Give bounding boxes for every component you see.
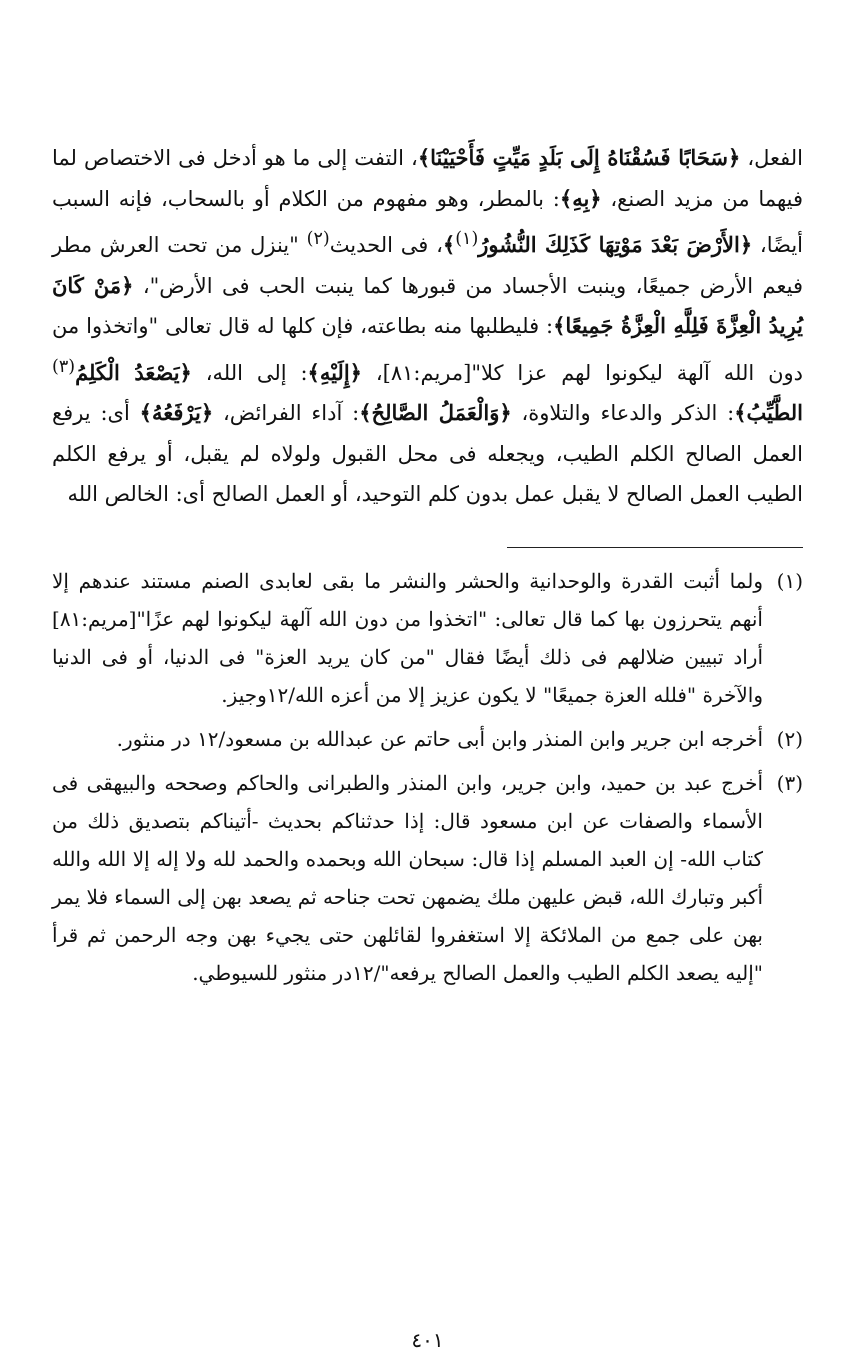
footnote-2 — [52, 720, 803, 758]
text-segment: "ينزل من تحت العرش مطر فيعم الأرض جميعًا، وينبت الأجساد من قبورها كما ينبت الحب فى الأرض"، — [52, 233, 803, 298]
quran-verse-close: ﴾ — [442, 232, 456, 257]
footnote-number: (٣) — [776, 770, 803, 795]
footnote-number: (٢) — [776, 726, 803, 751]
footnote-ref-2: (٢) — [306, 229, 330, 249]
quran-verse: ﴿مَنْ كَانَ يُرِيدُ الْعِزَّةَ فَلِلَّهِ الْعِزَّةُ جَمِيعًا﴾ — [52, 272, 803, 338]
main-paragraph — [52, 138, 803, 515]
footnote-text: أخرجه ابن جرير وابن المنذر وابن أبى حاتم عن عبدالله بن مسعود/١٢ در منثور. — [116, 726, 763, 751]
quran-verse: ﴿يَرْفَعُهُ﴾ — [139, 400, 214, 425]
text-segment: : آداء الفرائض، — [213, 401, 360, 425]
quran-verse: ﴿يَصْعَدُ الْكَلِمُ — [75, 359, 192, 385]
text-segment: ، فى الحديث — [329, 233, 443, 257]
page-number: ٤٠١ — [411, 1328, 444, 1352]
text-segment: : الذكر والدعاء والتلاوة، — [511, 401, 735, 425]
footnote-text: ولما أثبت القدرة والوحدانية والحشر والنشر ما بقى لعابدى الصنم مستند عندهم إلا أنهم يتحرزون بها كما قال تعالى: "اتخذوا من دون الله آلهة ليكونوا لهم عزًا"[مريم:٨١] أراد تبيين ضلالهم فى ذلك أيضًا فقال "من كان يريد العزة" فى الدنيا، أو فى الدنيا والآخرة "فلله العزة جميعًا" لا يكون عزيز إلا من أعزه الله/١٢وجيز. — [52, 568, 764, 707]
quran-verse: ﴿الأَرْضَ بَعْدَ مَوْتِهَا كَذَلِكَ النُّشُورُ — [478, 232, 753, 257]
quran-verse: ﴿سَحَابًا فَسُقْنَاهُ إِلَى بَلَدٍ مَيِّتٍ فَأَحْيَيْنَا﴾ — [417, 145, 741, 170]
book-page — [52, 138, 803, 1367]
text-segment: : إلى الله، — [191, 360, 308, 385]
quran-verse: ﴿وَالْعَمَلُ الصَّالِحُ﴾ — [359, 400, 512, 425]
footnote-1 — [52, 562, 803, 714]
footnote-ref-3: (٣) — [52, 356, 76, 377]
footnotes — [52, 562, 803, 992]
text-segment: : فليطلبها منه بطاعته، فإن كلها له قال تعالى "واتخذوا من دون الله آلهة ليكونوا لهم عزا كلا"[مريم:٨١]، — [52, 314, 803, 385]
quran-verse: ﴿إِلَيْهِ﴾ — [307, 359, 362, 385]
footnote-3 — [52, 764, 803, 992]
text-segment: الفعل، — [740, 146, 803, 170]
footnote-divider — [507, 547, 803, 548]
footnote-number: (١) — [776, 568, 803, 593]
main-text — [52, 138, 803, 515]
text-segment: أى: يرفع العمل الصالح الكلم الطيب، ويجعله فى محل القبول ولولاه لم يقبل، أو يرفع الكلم الطيب العمل الصالح لا يقبل عمل بدون كلم التوحيد، أو العمل الصالح أى: الخالص الله — [52, 401, 803, 506]
footnote-text: أخرج عبد بن حميد، وابن جرير، وابن المنذر والطبرانى والحاكم وصححه والبيهقى فى الأسماء والصفات عن ابن مسعود قال: إذا حدثناكم بحديث -أتيناكم بتصديق ذلك من كتاب الله- إن العبد المسلم إذا قال: سبحان الله وبحمده والحمد لله ولا إله إلا الله والله أكبر وتبارك الله، قبض عليهن ملك يضمهن تحت جناحه ثم يصعد بهن إلى السماء فلا يمر بهن على جمع من الملائكة إلا استغفروا لقائلهن حتى يجيء بهن وجه الرحمن ثم قرأ "إليه يصعد الكلم الطيب والعمل الصالح يرفعه"/١٢در منثور للسيوطي. — [52, 770, 764, 985]
quran-verse: ﴿بِهِ﴾ — [559, 185, 602, 211]
text-segment: ، التفت إلى ما هو أدخل فى الاختصاص لما فيهما من مزيد الصنع، — [52, 146, 804, 211]
footnote-ref-1: (١) — [455, 229, 479, 249]
text-segment: : بالمطر، وهو مفهوم من الكلام أو بالسحاب، فإنه السبب أيضًا، — [52, 186, 803, 257]
quran-verse: الطَّيِّبُ﴾ — [734, 400, 803, 425]
